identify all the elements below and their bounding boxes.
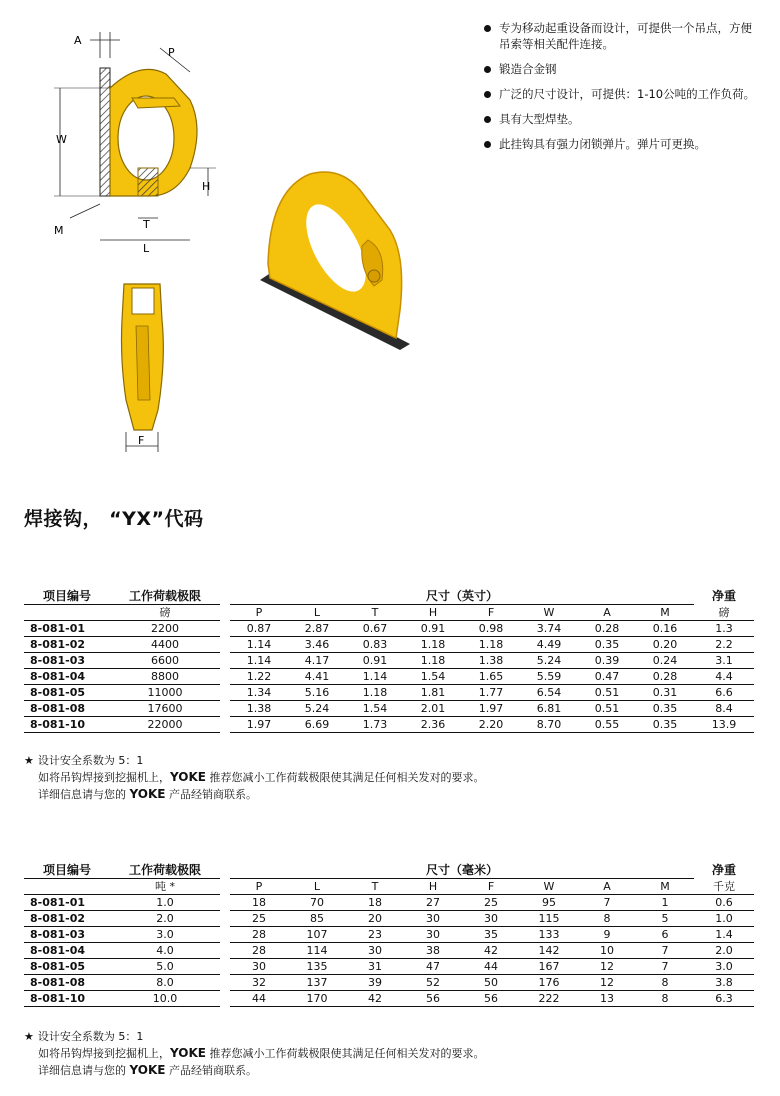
table-cell: 30 — [462, 911, 520, 927]
table-cell: 137 — [288, 975, 346, 991]
table-cell: 5 — [636, 911, 694, 927]
table-row — [24, 717, 754, 733]
table-cell: 2.2 — [694, 637, 754, 653]
table-cell: 27 — [404, 895, 462, 911]
col-l: L — [288, 879, 346, 895]
table-cell: 1.77 — [462, 685, 520, 701]
table-cell: 176 — [520, 975, 578, 991]
label-w: W — [56, 133, 67, 146]
table-cell: 0.24 — [636, 653, 694, 669]
col-p: P — [230, 879, 288, 895]
note-text: 详细信息请与您的 — [38, 1064, 130, 1077]
feature-text: 此挂钩具有强力闭锁弹片。弹片可更换。 — [499, 137, 706, 151]
header-dimensions: 尺寸（英寸） — [230, 588, 694, 605]
col-f: F — [462, 879, 520, 895]
col-a: A — [578, 605, 636, 621]
table-cell: 1.18 — [462, 637, 520, 653]
table-cell: 142 — [520, 943, 578, 959]
table-cell: 6 — [636, 927, 694, 943]
item-code: 8-081-02 — [24, 911, 110, 927]
spec-table-metric — [24, 862, 754, 1007]
table-cell: 3.1 — [694, 653, 754, 669]
label-l: L — [143, 242, 150, 255]
table-cell: 8 — [636, 975, 694, 991]
table-cell: 0.35 — [636, 717, 694, 733]
table-cell: 1.0 — [110, 895, 220, 911]
table-cell: 44 — [230, 991, 288, 1007]
table-cell: 1.14 — [230, 637, 288, 653]
note-text: 推荐您减小工作荷载极限使其满足任何相关发对的要求。 — [205, 1047, 485, 1060]
table-cell: 11000 — [110, 685, 220, 701]
table-cell: 1.97 — [230, 717, 288, 733]
table-cell: 2.20 — [462, 717, 520, 733]
col-t: T — [346, 605, 404, 621]
table-cell: 0.31 — [636, 685, 694, 701]
table-cell: 1.22 — [230, 669, 288, 685]
table-row — [24, 701, 754, 717]
item-code: 8-081-05 — [24, 685, 110, 701]
feature-list — [484, 20, 760, 161]
table-cell: 0.83 — [346, 637, 404, 653]
table-cell: 3.8 — [694, 975, 754, 991]
notes-imperial — [24, 752, 484, 803]
table-cell: 0.16 — [636, 621, 694, 637]
table-cell: 70 — [288, 895, 346, 911]
label-f: F — [138, 434, 145, 447]
table-cell: 38 — [404, 943, 462, 959]
table-cell: 0.91 — [404, 621, 462, 637]
table-cell: 31 — [346, 959, 404, 975]
table-cell: 28 — [230, 943, 288, 959]
bullet-dot-icon — [484, 66, 491, 73]
table-cell: 23 — [346, 927, 404, 943]
table-cell: 56 — [404, 991, 462, 1007]
table-cell: 12 — [578, 975, 636, 991]
item-code: 8-081-04 — [24, 943, 110, 959]
label-m: M — [54, 224, 64, 237]
table-row — [24, 637, 754, 653]
brand-name: YOKE — [170, 770, 206, 784]
header-wll: 工作荷载极限 — [110, 862, 220, 879]
table-cell: 114 — [288, 943, 346, 959]
feature-item — [484, 111, 760, 127]
table-cell: 18 — [230, 895, 288, 911]
item-code: 8-081-08 — [24, 975, 110, 991]
item-code: 8-081-03 — [24, 653, 110, 669]
col-p: P — [230, 605, 288, 621]
table-cell: 10 — [578, 943, 636, 959]
table-cell: 8.4 — [694, 701, 754, 717]
feature-item — [484, 86, 760, 102]
feature-item — [484, 61, 760, 77]
bullet-dot-icon — [484, 141, 491, 148]
unit-weight: 磅 — [694, 605, 754, 621]
label-a: A — [74, 34, 82, 47]
label-t: T — [143, 218, 150, 231]
subheader-row — [24, 605, 754, 621]
table-cell: 8 — [636, 991, 694, 1007]
table-cell: 4.49 — [520, 637, 578, 653]
col-a: A — [578, 879, 636, 895]
table-cell: 115 — [520, 911, 578, 927]
bullet-dot-icon — [484, 25, 491, 32]
table-cell: 0.51 — [578, 685, 636, 701]
table-row — [24, 959, 754, 975]
table-cell: 3.0 — [694, 959, 754, 975]
table-row — [24, 911, 754, 927]
feature-text: 广泛的尺寸设计，可提供：1-10公吨的工作负荷。 — [499, 87, 756, 101]
table-cell: 0.87 — [230, 621, 288, 637]
table-cell: 44 — [462, 959, 520, 975]
table-cell: 25 — [230, 911, 288, 927]
col-f: F — [462, 605, 520, 621]
col-h: H — [404, 605, 462, 621]
table-cell: 0.98 — [462, 621, 520, 637]
table-cell: 1.54 — [346, 701, 404, 717]
table-cell: 2.87 — [288, 621, 346, 637]
table-cell: 1.34 — [230, 685, 288, 701]
table-cell: 6.3 — [694, 991, 754, 1007]
table-cell: 2.0 — [694, 943, 754, 959]
table-cell: 50 — [462, 975, 520, 991]
table-cell: 6.6 — [694, 685, 754, 701]
col-t: T — [346, 879, 404, 895]
table-cell: 170 — [288, 991, 346, 1007]
table-row — [24, 621, 754, 637]
table-cell: 1.38 — [230, 701, 288, 717]
table-cell: 3.74 — [520, 621, 578, 637]
star-icon: ★ — [24, 1030, 34, 1043]
table-cell: 30 — [230, 959, 288, 975]
table-cell: 13.9 — [694, 717, 754, 733]
table-cell: 28 — [230, 927, 288, 943]
table-cell: 0.20 — [636, 637, 694, 653]
header-weight: 净重 — [712, 588, 737, 603]
table-cell: 1.54 — [404, 669, 462, 685]
note-text: 产品经销商联系。 — [165, 1064, 257, 1077]
table-cell: 6.81 — [520, 701, 578, 717]
table-cell: 1.65 — [462, 669, 520, 685]
table-cell: 4400 — [110, 637, 220, 653]
table-row — [24, 927, 754, 943]
table-cell: 6.69 — [288, 717, 346, 733]
table-cell: 0.47 — [578, 669, 636, 685]
note-safety: 设计安全系数为 5：1 — [37, 754, 144, 767]
table-cell: 3.46 — [288, 637, 346, 653]
feature-text: 专为移动起重设备而设计，可提供一个吊点，方便吊索等相关配件连接。 — [499, 21, 752, 51]
table-cell: 1.3 — [694, 621, 754, 637]
table-cell: 0.6 — [694, 895, 754, 911]
bullet-dot-icon — [484, 116, 491, 123]
brand-name: YOKE — [129, 1063, 166, 1077]
feature-item — [484, 136, 760, 152]
table-cell: 17600 — [110, 701, 220, 717]
table-cell: 5.24 — [288, 701, 346, 717]
note-safety: 设计安全系数为 5：1 — [37, 1030, 144, 1043]
table-cell: 135 — [288, 959, 346, 975]
table-cell: 7 — [636, 959, 694, 975]
star-icon: ★ — [24, 754, 34, 767]
table-row — [24, 975, 754, 991]
table-cell: 1.97 — [462, 701, 520, 717]
table-cell: 0.28 — [578, 621, 636, 637]
table-cell: 8.0 — [110, 975, 220, 991]
feature-text: 锻造合金钢 — [499, 62, 557, 76]
item-code: 8-081-10 — [24, 991, 110, 1007]
table-cell: 1.73 — [346, 717, 404, 733]
page-title: 焊接钩， “YX”代码 — [24, 508, 204, 530]
table-row — [24, 685, 754, 701]
table-cell: 0.91 — [346, 653, 404, 669]
table-cell: 85 — [288, 911, 346, 927]
unit-weight: 千克 — [694, 879, 754, 895]
header-weight: 净重 — [712, 862, 737, 877]
feature-item — [484, 20, 760, 52]
table-cell: 35 — [462, 927, 520, 943]
col-w: W — [520, 605, 578, 621]
table-cell: 5.0 — [110, 959, 220, 975]
table-row — [24, 653, 754, 669]
table-cell: 12 — [578, 959, 636, 975]
table-cell: 1.81 — [404, 685, 462, 701]
table-cell: 0.35 — [578, 637, 636, 653]
table-cell: 1.18 — [404, 653, 462, 669]
table-cell: 0.55 — [578, 717, 636, 733]
brand-name: YOKE — [170, 1046, 206, 1060]
table-cell: 3.0 — [110, 927, 220, 943]
table-cell: 1.4 — [694, 927, 754, 943]
bullet-dot-icon — [484, 91, 491, 98]
item-code: 8-081-05 — [24, 959, 110, 975]
table-cell: 8.70 — [520, 717, 578, 733]
table-cell: 222 — [520, 991, 578, 1007]
table-cell: 5.59 — [520, 669, 578, 685]
table-cell: 133 — [520, 927, 578, 943]
header-code: 项目编号 — [24, 588, 110, 605]
table-cell: 0.35 — [636, 701, 694, 717]
notes-metric — [24, 1028, 484, 1079]
table-cell: 42 — [346, 991, 404, 1007]
header-code: 项目编号 — [24, 862, 110, 879]
table-cell: 1.0 — [694, 911, 754, 927]
table-cell: 95 — [520, 895, 578, 911]
feature-text: 具有大型焊垫。 — [499, 112, 580, 126]
col-m: M — [636, 605, 694, 621]
item-code: 8-081-10 — [24, 717, 110, 733]
label-p: P — [168, 46, 175, 59]
table-cell: 30 — [346, 943, 404, 959]
table-cell: 4.17 — [288, 653, 346, 669]
weld-on-hook-photo — [250, 160, 430, 360]
table-cell: 52 — [404, 975, 462, 991]
label-h: H — [202, 180, 211, 193]
table-cell: 7 — [636, 943, 694, 959]
table-cell: 25 — [462, 895, 520, 911]
table-row — [24, 991, 754, 1007]
note-text: 如将吊钩焊接到挖掘机上， — [38, 1047, 170, 1060]
spec-table-imperial — [24, 588, 754, 733]
table-row — [24, 895, 754, 911]
table-cell: 39 — [346, 975, 404, 991]
table-cell: 13 — [578, 991, 636, 1007]
col-l: L — [288, 605, 346, 621]
unit-wll: 吨 * — [110, 879, 220, 895]
item-code: 8-081-01 — [24, 621, 110, 637]
unit-wll: 磅 — [110, 605, 220, 621]
col-h: H — [404, 879, 462, 895]
table-cell: 22000 — [110, 717, 220, 733]
item-code: 8-081-02 — [24, 637, 110, 653]
table-row — [24, 943, 754, 959]
table-cell: 6.54 — [520, 685, 578, 701]
table-cell: 2.01 — [404, 701, 462, 717]
table-cell: 10.0 — [110, 991, 220, 1007]
table-cell: 56 — [462, 991, 520, 1007]
subheader-row — [24, 879, 754, 895]
hook-front-view-drawing — [112, 280, 182, 460]
header-dimensions: 尺寸（毫米） — [230, 862, 694, 879]
table-cell: 42 — [462, 943, 520, 959]
note-text: 详细信息请与您的 — [38, 788, 130, 801]
table-cell: 0.51 — [578, 701, 636, 717]
header-wll: 工作荷载极限 — [110, 588, 220, 605]
table-row — [24, 669, 754, 685]
table-cell: 6600 — [110, 653, 220, 669]
table-cell: 32 — [230, 975, 288, 991]
table-cell: 107 — [288, 927, 346, 943]
table-cell: 20 — [346, 911, 404, 927]
brand-name: YOKE — [129, 787, 166, 801]
table-cell: 0.28 — [636, 669, 694, 685]
item-code: 8-081-01 — [24, 895, 110, 911]
table-cell: 7 — [578, 895, 636, 911]
table-cell: 1.18 — [346, 685, 404, 701]
table-cell: 2.36 — [404, 717, 462, 733]
table-cell: 2200 — [110, 621, 220, 637]
table-cell: 4.4 — [694, 669, 754, 685]
table-cell: 0.67 — [346, 621, 404, 637]
table-cell: 8800 — [110, 669, 220, 685]
note-text: 推荐您减小工作荷载极限使其满足任何相关发对的要求。 — [205, 771, 485, 784]
table-cell: 5.24 — [520, 653, 578, 669]
table-cell: 9 — [578, 927, 636, 943]
table-cell: 4.41 — [288, 669, 346, 685]
table-cell: 167 — [520, 959, 578, 975]
table-cell: 30 — [404, 911, 462, 927]
table-cell: 47 — [404, 959, 462, 975]
table-cell: 4.0 — [110, 943, 220, 959]
note-text: 如将吊钩焊接到挖掘机上， — [38, 771, 170, 784]
table-cell: 1.38 — [462, 653, 520, 669]
table-cell: 1.14 — [346, 669, 404, 685]
item-code: 8-081-03 — [24, 927, 110, 943]
table-cell: 1.18 — [404, 637, 462, 653]
table-cell: 1.14 — [230, 653, 288, 669]
hook-side-view-drawing — [40, 28, 240, 258]
item-code: 8-081-04 — [24, 669, 110, 685]
table-cell: 5.16 — [288, 685, 346, 701]
table-cell: 18 — [346, 895, 404, 911]
note-text: 产品经销商联系。 — [165, 788, 257, 801]
table-cell: 2.0 — [110, 911, 220, 927]
table-cell: 8 — [578, 911, 636, 927]
table-cell: 1 — [636, 895, 694, 911]
col-m: M — [636, 879, 694, 895]
table-cell: 30 — [404, 927, 462, 943]
col-w: W — [520, 879, 578, 895]
item-code: 8-081-08 — [24, 701, 110, 717]
table-cell: 0.39 — [578, 653, 636, 669]
